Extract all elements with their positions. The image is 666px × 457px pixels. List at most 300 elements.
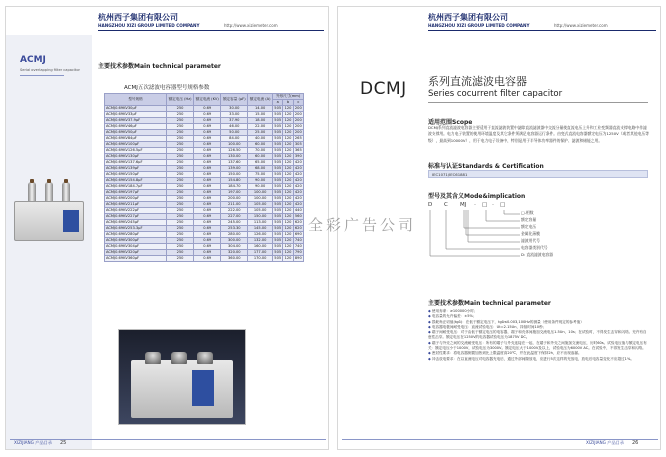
- col-header: 外形尺寸(mm): [273, 94, 304, 100]
- table-cell: 37.90: [221, 118, 248, 124]
- capacitor-body: [14, 201, 84, 241]
- table-cell: 740: [294, 238, 302, 242]
- param-item: ◆ 损耗角正切值(tgδ)：在低于额定电压下，tgδ≤0.003,100Hz的测量（使用条件现定的参考值）: [428, 319, 584, 324]
- table-cell: 120: [284, 166, 292, 170]
- table-cell: 120: [284, 118, 292, 122]
- acmj-subtitle: Serial overlapping filter capacitor: [20, 68, 81, 72]
- table-cell: 250: [167, 118, 194, 124]
- table-cell: 120: [284, 190, 292, 194]
- model-title: DCMJ: [360, 79, 407, 99]
- table-cell: 25.00: [248, 130, 273, 136]
- table-cell: 0.69: [194, 118, 221, 124]
- table-cell: 250: [167, 124, 194, 130]
- table-cell: 250: [167, 112, 194, 118]
- table-cell: 620: [294, 226, 302, 230]
- table-row: [105, 220, 304, 226]
- scope-text: DCMJ系列直流滤波电容器主要适用于直流滤波装置中滤除直流滤波器中交流分量使直流电压上升和工业变频器直流支撑电路中作滤波支撑用。电力电子装置的使用环境温度及其它条件须满足电容器运行条件。由变式直流电容器额定电压为1250V（或者其他电压等级），最高到10000V），用于电力电子设备中，特别是用于半导体功率器件的保护、滤波和储能之用。: [428, 125, 650, 143]
- table-cell: 250: [167, 232, 194, 238]
- table-row: [105, 112, 304, 118]
- col-header: 额定电压 (Hz): [167, 94, 194, 106]
- table-cell: 65.00: [248, 160, 273, 166]
- table-cell: 90.00: [248, 178, 273, 184]
- table-cell: 120: [284, 142, 292, 146]
- table-cell: 0.69: [194, 172, 221, 178]
- table-cell: 0.69: [194, 196, 221, 202]
- terminal-post: [197, 352, 213, 364]
- table-cell: 120: [284, 160, 292, 164]
- terminal-post: [145, 352, 161, 364]
- table-cell: 420: [294, 202, 302, 206]
- table-row: [105, 124, 304, 130]
- table-cell: ACMJ0.69KV37.9μF: [105, 118, 167, 124]
- section-title: 主要技术参数Main technical parameter: [98, 63, 221, 70]
- title-rule: [428, 102, 648, 103]
- table-cell: 250: [167, 160, 194, 166]
- table-cell: 0.69: [194, 256, 221, 262]
- table-cell: 420: [294, 196, 302, 200]
- table-cell: 120: [284, 154, 292, 158]
- model-code-part: MJ: [460, 202, 467, 208]
- table-row: [105, 226, 304, 232]
- table-cell: ACMJ0.69KV320μF: [105, 250, 167, 256]
- table-cell: 105.00: [248, 202, 273, 208]
- table-cell: 22.00: [248, 124, 273, 130]
- table-cell: 505: [274, 112, 282, 116]
- dim-header: c: [293, 100, 303, 106]
- table-cell: 120: [284, 136, 292, 140]
- table-cell: ACMJ0.69KV227μF: [105, 214, 167, 220]
- table-cell: 120: [284, 226, 292, 230]
- title-en: Series cocurrent filter capacitor: [428, 89, 563, 99]
- company-name-cn: 杭州西子集团有限公司: [98, 13, 178, 22]
- terminal-post: [171, 352, 187, 364]
- table-cell: ACMJ0.69KV126.5μF: [105, 148, 167, 154]
- table-cell: ACMJ0.69KV200μF: [105, 196, 167, 202]
- dim-header: a: [273, 100, 283, 106]
- table-row: [105, 148, 304, 154]
- table-cell: 505: [274, 172, 282, 176]
- table-cell: ACMJ0.69KV245μF: [105, 220, 167, 226]
- table-cell: 505: [274, 148, 282, 152]
- table-cell: 14.00: [248, 106, 273, 112]
- table-cell: 120: [284, 238, 292, 242]
- model-code-part: □: [500, 202, 506, 208]
- table-cell: ACMJ0.69KV137.6μF: [105, 160, 167, 166]
- table-cell: 0.69: [194, 142, 221, 148]
- table-cell: 120: [284, 124, 292, 128]
- table-cell: 250: [167, 244, 194, 250]
- right-footer: [338, 435, 660, 449]
- table-cell: 505: [274, 250, 282, 254]
- table-cell: 120: [284, 106, 292, 110]
- company-url: http://www.xiziemeter.com: [554, 23, 608, 28]
- table-cell: 120: [284, 256, 292, 260]
- table-cell: 420: [294, 166, 302, 170]
- table-cell: 505: [274, 256, 282, 260]
- table-cell: 505: [274, 124, 282, 128]
- capacitor-photo: [118, 329, 246, 425]
- table-cell: 265: [294, 136, 302, 140]
- table-cell: 105.00: [248, 208, 273, 214]
- table-cell: ACMJ0.69KV84μF: [105, 136, 167, 142]
- table-cell: 420: [294, 184, 302, 188]
- table-cell: 0.69: [194, 250, 221, 256]
- table-cell: 160.00: [248, 244, 273, 250]
- table-cell: 130.00: [221, 154, 248, 160]
- table-cell: 620: [294, 220, 302, 224]
- table-cell: ACMJ0.69KV150μF: [105, 172, 167, 178]
- side-band: [6, 35, 92, 450]
- company-name-cn: 杭州西子集团有限公司: [428, 13, 508, 22]
- table-cell: 250: [167, 190, 194, 196]
- table-cell: 150.00: [248, 214, 273, 220]
- table-cell: 227.00: [221, 214, 248, 220]
- param-item: ◆ 使用寿命：≥100000小时；: [428, 309, 478, 313]
- model-code-part: D: [428, 202, 433, 208]
- table-cell: 250: [167, 208, 194, 214]
- model-label: □-相数: [521, 210, 534, 215]
- table-cell: 250: [167, 130, 194, 136]
- table-cell: 420: [294, 178, 302, 182]
- acmj-title: ACMJ: [20, 55, 46, 65]
- table-row: [105, 154, 304, 160]
- table-cell: 120: [284, 202, 292, 206]
- table-cell: 126.00: [248, 232, 273, 238]
- table-cell: 250: [167, 172, 194, 178]
- table-cell: 250: [167, 256, 194, 262]
- table-row: [105, 106, 304, 112]
- table-cell: 154.80: [221, 178, 248, 184]
- table-row: [105, 166, 304, 172]
- left-page: [5, 6, 329, 450]
- company-name-en: HANGZHOU XIZI GROUP LIMITED COMPANY: [428, 23, 530, 28]
- table-cell: 505: [274, 160, 282, 164]
- table-cell: 250: [167, 106, 194, 112]
- table-cell: ACMJ0.69KV197μF: [105, 190, 167, 196]
- table-cell: 170.00: [248, 256, 273, 262]
- table-cell: 15.00: [248, 112, 273, 118]
- table-cell: 505: [274, 184, 282, 188]
- watermark: 全彩广告公司: [308, 216, 417, 234]
- table-row: [105, 118, 304, 124]
- table-cell: 250: [167, 166, 194, 172]
- table-cell: 120: [284, 214, 292, 218]
- table-cell: 200: [294, 130, 302, 134]
- table-cell: ACMJ0.69KV130μF: [105, 154, 167, 160]
- table-cell: 139.00: [221, 166, 248, 172]
- terminal-post: [45, 182, 53, 201]
- table-cell: 690: [294, 232, 302, 236]
- table-cell: 0.69: [194, 220, 221, 226]
- table-cell: 365: [294, 148, 302, 152]
- header-rule: [428, 30, 656, 31]
- table-cell: 505: [274, 136, 282, 140]
- table-cell: ACMJ0.69KV253.3μF: [105, 226, 167, 232]
- table-cell: 75.00: [248, 172, 273, 178]
- table-cell: 40.00: [248, 136, 273, 142]
- table-cell: 300.00: [221, 238, 248, 244]
- page-number: 25: [60, 440, 67, 446]
- table-cell: 120: [284, 172, 292, 176]
- table-row: [105, 142, 304, 148]
- table-cell: 184.70: [221, 184, 248, 190]
- table-cell: 100.00: [248, 190, 273, 196]
- model-label: 金属化薄膜: [521, 231, 540, 236]
- company-name-en: HANGZHOU XIZI GROUP LIMITED COMPANY: [98, 23, 200, 28]
- table-cell: 505: [274, 196, 282, 200]
- table-cell: 0.69: [194, 106, 221, 112]
- table-cell: 560: [294, 214, 302, 218]
- left-footer: [6, 435, 328, 449]
- table-cell: 150.00: [221, 172, 248, 178]
- table-cell: 420: [294, 190, 302, 194]
- table-cell: 120: [284, 220, 292, 224]
- table-cell: 200: [294, 106, 302, 110]
- col-header: 额定电流 (KV): [194, 94, 221, 106]
- table-cell: ACMJ0.69KV30μF: [105, 106, 167, 112]
- table-cell: ACMJ0.69KV184.7μF: [105, 184, 167, 190]
- table-cell: 120: [284, 130, 292, 134]
- table-cell: 200.00: [221, 196, 248, 202]
- table-cell: 200: [294, 112, 302, 116]
- table-cell: 505: [274, 208, 282, 212]
- table-cell: 200: [294, 124, 302, 128]
- table-row: [105, 160, 304, 166]
- model-code: D C MJ - □ - □: [428, 202, 506, 208]
- table-row: [105, 178, 304, 184]
- scope-title: 适用范围Scope: [428, 119, 473, 126]
- terminal-post: [28, 182, 36, 201]
- capacitor-label: [192, 370, 214, 406]
- table-cell: 790: [294, 250, 302, 254]
- param-item: ◆ 电容器电极间耐受电压：直流试验电压：Ut=2.15Un，持续时间10秒；: [428, 324, 547, 329]
- table-cell: 60.00: [248, 142, 273, 148]
- table-cell: 0.69: [194, 160, 221, 166]
- standards-title: 标准与认证Standards & Certification: [428, 163, 544, 170]
- table-cell: 505: [274, 106, 282, 110]
- param-item: ◆ 电容量的允许偏差：±5%；: [428, 314, 477, 319]
- table-cell: 505: [274, 190, 282, 194]
- table-cell: 253.30: [221, 226, 248, 232]
- table-cell: 440: [294, 208, 302, 212]
- table-title: ACMJ五次滤波电容器型号规格参数: [124, 85, 210, 91]
- table-cell: ACMJ0.69KV50μF: [105, 130, 167, 136]
- table-cell: 0.69: [194, 232, 221, 238]
- table-cell: 0.69: [194, 226, 221, 232]
- terminal-post: [62, 182, 70, 201]
- table-cell: ACMJ0.69KV211μF: [105, 202, 167, 208]
- standards-text: IEC1071/IEC61881: [428, 170, 648, 178]
- table-cell: ACMJ0.69KV304μF: [105, 244, 167, 250]
- table-cell: 120: [284, 232, 292, 236]
- table-cell: ACMJ0.69KV139μF: [105, 166, 167, 172]
- table-cell: 120: [284, 196, 292, 200]
- col-header: 额定电流 (A): [248, 94, 273, 106]
- table-cell: 33.00: [221, 112, 248, 118]
- table-cell: 30.00: [221, 106, 248, 112]
- table-cell: 0.69: [194, 148, 221, 154]
- table-cell: 420: [294, 172, 302, 176]
- footer-rule: [10, 439, 326, 440]
- model-code-part: C: [444, 202, 448, 208]
- model-title-section: 型号及其含义Mode&implication: [428, 193, 526, 200]
- table-cell: 120: [284, 148, 292, 152]
- table-cell: 505: [274, 202, 282, 206]
- table-cell: 0.69: [194, 124, 221, 130]
- table-cell: ACMJ0.69KV360μF: [105, 256, 167, 262]
- table-cell: 120: [284, 112, 292, 116]
- model-code-part: □: [482, 202, 488, 208]
- table-row: [105, 202, 304, 208]
- table-cell: 280.00: [221, 232, 248, 238]
- table-cell: 505: [274, 238, 282, 242]
- table-cell: 505: [274, 232, 282, 236]
- table-cell: 120: [284, 208, 292, 212]
- table-row: [105, 136, 304, 142]
- table-cell: 505: [274, 220, 282, 224]
- model-label: 额定容量: [521, 217, 537, 222]
- table-row: [105, 238, 304, 244]
- table-cell: 505: [274, 244, 282, 248]
- table-cell: 120: [284, 178, 292, 182]
- table-row: [105, 232, 304, 238]
- table-cell: 222.00: [221, 208, 248, 214]
- table-cell: 505: [274, 178, 282, 182]
- table-cell: 0.69: [194, 184, 221, 190]
- table-row: [105, 256, 304, 262]
- table-cell: 304.00: [221, 244, 248, 250]
- table-cell: 505: [274, 154, 282, 158]
- table-cell: 0.69: [194, 136, 221, 142]
- table-cell: 0.69: [194, 208, 221, 214]
- col-header: 型号规格: [105, 94, 167, 106]
- model-label: 额定电压: [521, 224, 537, 229]
- table-cell: 245.00: [221, 220, 248, 226]
- table-cell: 132.00: [248, 238, 273, 244]
- table-cell: 113.00: [248, 220, 273, 226]
- acmj-capacitor-image: [14, 183, 84, 241]
- capacitor-body: [131, 360, 233, 418]
- params-title: 主要技术参数Main technical parameter: [428, 300, 551, 307]
- acmj-rule: [20, 75, 64, 76]
- model-label: 电容器类别代号: [521, 245, 548, 250]
- spec-table: [104, 93, 304, 262]
- table-cell: 250: [167, 250, 194, 256]
- table-cell: 250: [167, 142, 194, 148]
- table-cell: ACMJ0.69KV46μF: [105, 124, 167, 130]
- table-cell: 84.00: [221, 136, 248, 142]
- table-cell: 250: [167, 154, 194, 160]
- table-row: [105, 196, 304, 202]
- table-cell: ACMJ0.69KV33μF: [105, 112, 167, 118]
- table-cell: ACMJ0.69KV280μF: [105, 232, 167, 238]
- table-cell: 120: [284, 250, 292, 254]
- table-cell: 320.00: [221, 250, 248, 256]
- param-item: ◆ 冲击放电要求：在以直流电压对电容器充电后，通过外部间隙放电，应进行5次这样的充放电，放电后电容量变化不应超过1%。: [428, 356, 634, 361]
- table-cell: 420: [294, 160, 302, 164]
- table-cell: 46.00: [221, 124, 248, 130]
- table-row: [105, 190, 304, 196]
- table-cell: 250: [167, 202, 194, 208]
- model-label: D: 直流滤波电容器: [521, 252, 553, 257]
- table-row: [105, 172, 304, 178]
- table-cell: 0.69: [194, 202, 221, 208]
- table-cell: 100.00: [248, 196, 273, 202]
- table-row: [105, 244, 304, 250]
- page-number: 26: [632, 440, 639, 446]
- table-cell: 145.00: [248, 226, 273, 232]
- capacitor-label: [63, 210, 79, 232]
- table-cell: 197.00: [221, 190, 248, 196]
- table-cell: 70.00: [248, 148, 273, 154]
- model-code-diagram: [428, 210, 528, 280]
- table-cell: 250: [167, 196, 194, 202]
- title-cn: 系列直流滤波电容器: [428, 75, 527, 88]
- table-cell: 177.00: [248, 250, 273, 256]
- table-cell: 68.00: [248, 166, 273, 172]
- table-cell: 137.60: [221, 160, 248, 166]
- table-row: [105, 184, 304, 190]
- table-cell: 250: [167, 220, 194, 226]
- table-cell: 505: [274, 166, 282, 170]
- table-cell: 100.00: [221, 142, 248, 148]
- params-list: [428, 309, 650, 362]
- table-cell: ACMJ0.69KV222μF: [105, 208, 167, 214]
- table-cell: 360.00: [221, 256, 248, 262]
- table-cell: 126.50: [221, 148, 248, 154]
- table-cell: ACMJ0.69KV300μF: [105, 238, 167, 244]
- table-cell: 250: [167, 184, 194, 190]
- table-cell: 0.69: [194, 166, 221, 172]
- table-cell: 250: [167, 136, 194, 142]
- table-cell: 200: [294, 118, 302, 122]
- header-rule: [98, 30, 324, 31]
- table-cell: 250: [167, 214, 194, 220]
- table-cell: 50.00: [221, 130, 248, 136]
- table-cell: 505: [274, 130, 282, 134]
- table-cell: 0.69: [194, 244, 221, 250]
- table-row: [105, 250, 304, 256]
- param-item: ◆ 端子间耐受电压：对于由低于额定电压的电容器，端子和壳体间施加交流电压1.5Un，10s；在试验时，不得发生击穿和闪络。充许有自愈性击穿。额定电压在1250V的电容器试验电压为1875V DC。: [428, 330, 647, 340]
- table-cell: 0.69: [194, 130, 221, 136]
- right-page-header: [338, 7, 660, 51]
- table-cell: 0.69: [194, 238, 221, 244]
- footer-brand: XIZIJIANG 产品目录: [14, 440, 53, 445]
- table-row: [105, 214, 304, 220]
- table-cell: ACMJ0.69KV154.8μF: [105, 178, 167, 184]
- table-cell: 0.69: [194, 178, 221, 184]
- dim-header: b: [283, 100, 293, 106]
- footer-brand: XIZIJIANG 产品目录: [586, 440, 625, 445]
- table-cell: 211.00: [221, 202, 248, 208]
- table-cell: 250: [167, 148, 194, 154]
- table-cell: 90.00: [248, 184, 273, 190]
- company-url: http://www.xiziemeter.com: [224, 23, 278, 28]
- model-label: 滤波用代号: [521, 238, 540, 243]
- table-cell: 390: [294, 154, 302, 158]
- col-header: 额定容量 (μF): [221, 94, 248, 106]
- table-cell: 0.69: [194, 190, 221, 196]
- table-cell: 505: [274, 142, 282, 146]
- table-cell: 250: [167, 178, 194, 184]
- param-item: ◆ 端子与外壳之间的交流耐受电压：所有的端子与外壳连接在一起，在端子和外壳之间施加交流电压，历时60s。试验电压值与额定电压有关：额定电压小于1000V，试验电压为3000V。额定电压大于1000V及以上，试验电压为6000V AC。在试验中，不得发生击穿和闪络。: [428, 340, 647, 351]
- table-cell: 18.00: [248, 118, 273, 124]
- table-cell: 0.69: [194, 154, 221, 160]
- table-row: [105, 130, 304, 136]
- table-cell: 120: [284, 244, 292, 248]
- table-cell: 120: [284, 184, 292, 188]
- table-cell: 740: [294, 244, 302, 248]
